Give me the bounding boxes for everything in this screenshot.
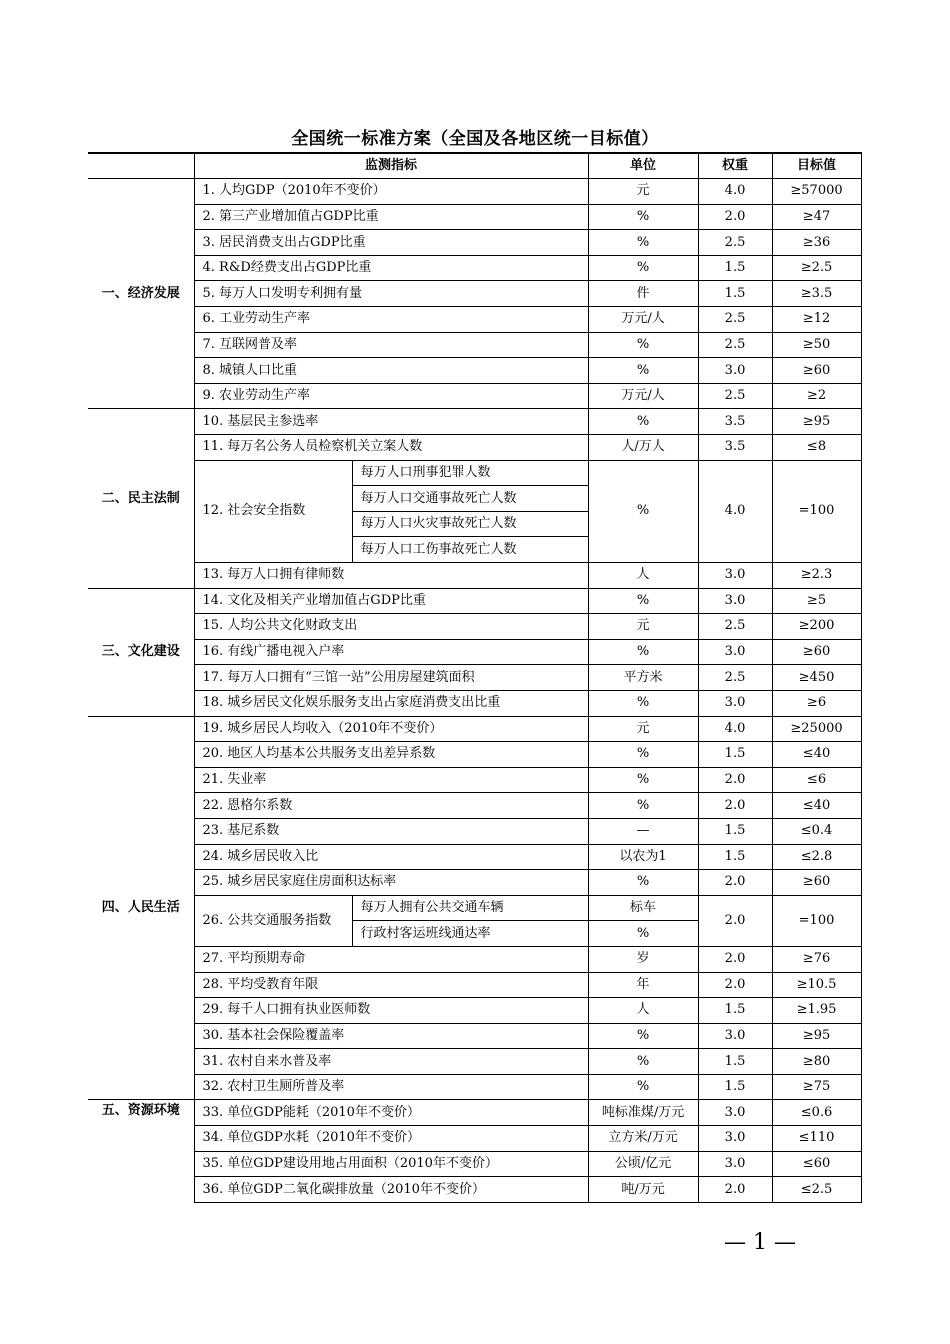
weight-cell: 2.0 xyxy=(698,767,772,793)
unit-cell: 以农为1 xyxy=(588,844,698,870)
header-unit: 单位 xyxy=(588,153,698,179)
indicator-name: 31. 农村自来水普及率 xyxy=(194,1049,588,1075)
section-label: 二、民主法制 xyxy=(88,409,194,588)
sub-indicator: 每万人口刑事犯罪人数 xyxy=(352,460,588,486)
table-row xyxy=(88,793,861,819)
target-cell: ≥12 xyxy=(772,307,861,333)
indicator-name: 8. 城镇人口比重 xyxy=(194,358,588,384)
weight-cell: 3.5 xyxy=(698,435,772,461)
table-row xyxy=(88,1126,861,1152)
target-cell: ≤60 xyxy=(772,1151,861,1177)
target-cell: ≥2.5 xyxy=(772,255,861,281)
weight-cell: 1.5 xyxy=(698,818,772,844)
section-label: 五、资源环境 xyxy=(88,1100,194,1202)
weight-cell: 3.0 xyxy=(698,588,772,614)
target-cell: ≥6 xyxy=(772,690,861,716)
unit-cell: % xyxy=(588,1023,698,1049)
table-row xyxy=(88,1177,861,1203)
target-cell: ≥76 xyxy=(772,946,861,972)
unit-cell: % xyxy=(588,1074,698,1100)
weight-cell: 3.0 xyxy=(698,563,772,589)
indicator-name: 12. 社会安全指数 xyxy=(194,460,352,562)
weight-cell: 2.0 xyxy=(698,972,772,998)
indicator-name: 2. 第三产业增加值占GDP比重 xyxy=(194,204,588,230)
target-cell: ≤110 xyxy=(772,1126,861,1152)
unit-cell: % xyxy=(588,767,698,793)
sub-indicator: 每万人口火灾事故死亡人数 xyxy=(352,511,588,537)
weight-cell: 3.0 xyxy=(698,690,772,716)
table-row xyxy=(88,230,861,256)
indicator-name: 22. 恩格尔系数 xyxy=(194,793,588,819)
target-cell: ≥200 xyxy=(772,614,861,640)
target-cell: ≥60 xyxy=(772,358,861,384)
table-row xyxy=(88,844,861,870)
table-row xyxy=(88,998,861,1024)
target-cell: ≥3.5 xyxy=(772,281,861,307)
weight-cell: 3.0 xyxy=(698,358,772,384)
sub-indicator: 每万人口工伤事故死亡人数 xyxy=(352,537,588,563)
page-title: 全国统一标准方案（全国及各地区统一目标值） xyxy=(291,129,659,149)
indicator-name: 15. 人均公共文化财政支出 xyxy=(194,614,588,640)
indicator-name: 4. R&D经费支出占GDP比重 xyxy=(194,255,588,281)
indicator-name: 11. 每万名公务人员检察机关立案人数 xyxy=(194,435,588,461)
weight-cell: 2.5 xyxy=(698,383,772,409)
table-row xyxy=(88,1151,861,1177)
weight-cell: 1.5 xyxy=(698,255,772,281)
indicator-name: 7. 互联网普及率 xyxy=(194,332,588,358)
indicator-table xyxy=(88,152,862,1203)
table-row xyxy=(88,946,861,972)
indicator-name: 30. 基本社会保险覆盖率 xyxy=(194,1023,588,1049)
unit-cell: % xyxy=(588,230,698,256)
table-row xyxy=(88,1049,861,1075)
weight-cell: 3.0 xyxy=(698,1100,772,1126)
unit-cell: 元 xyxy=(588,614,698,640)
table-row xyxy=(88,767,861,793)
unit-cell: % xyxy=(588,639,698,665)
weight-cell: 2.5 xyxy=(698,614,772,640)
unit-cell: % xyxy=(588,460,698,562)
indicator-name: 14. 文化及相关产业增加值占GDP比重 xyxy=(194,588,588,614)
unit-cell: 件 xyxy=(588,281,698,307)
unit-cell: % xyxy=(588,870,698,896)
table-row xyxy=(88,332,861,358)
unit-cell: 人 xyxy=(588,563,698,589)
unit-cell: 元 xyxy=(588,179,698,205)
table-row xyxy=(88,179,861,205)
table-row xyxy=(88,307,861,333)
target-cell: ≥450 xyxy=(772,665,861,691)
page-number: — 1 — xyxy=(724,1230,796,1255)
table-row xyxy=(88,895,861,921)
indicator-name: 21. 失业率 xyxy=(194,767,588,793)
weight-cell: 2.0 xyxy=(698,946,772,972)
unit-cell: 人 xyxy=(588,998,698,1024)
weight-cell: 2.5 xyxy=(698,307,772,333)
unit-cell: 万元/人 xyxy=(588,383,698,409)
weight-cell: 3.0 xyxy=(698,1151,772,1177)
section-label: 一、经济发展 xyxy=(88,179,194,409)
indicator-name: 10. 基层民主参选率 xyxy=(194,409,588,435)
target-cell: ≤2.8 xyxy=(772,844,861,870)
indicator-name: 20. 地区人均基本公共服务支出差异系数 xyxy=(194,742,588,768)
table-row xyxy=(88,204,861,230)
target-cell: =100 xyxy=(772,460,861,562)
unit-cell: 年 xyxy=(588,972,698,998)
indicator-name: 6. 工业劳动生产率 xyxy=(194,307,588,333)
weight-cell: 2.0 xyxy=(698,1177,772,1203)
unit-cell: % xyxy=(588,409,698,435)
unit-cell: 人/万人 xyxy=(588,435,698,461)
weight-cell: 2.0 xyxy=(698,895,772,946)
table-row xyxy=(88,639,861,665)
weight-cell: 2.5 xyxy=(698,665,772,691)
weight-cell: 2.5 xyxy=(698,230,772,256)
weight-cell: 2.0 xyxy=(698,793,772,819)
weight-cell: 3.0 xyxy=(698,639,772,665)
unit-cell: 吨/万元 xyxy=(588,1177,698,1203)
target-cell: ≤40 xyxy=(772,793,861,819)
unit-cell: % xyxy=(588,742,698,768)
table-row xyxy=(88,1023,861,1049)
unit-cell: — xyxy=(588,818,698,844)
unit-cell: 标车 xyxy=(588,895,698,921)
indicator-name: 16. 有线广播电视入户率 xyxy=(194,639,588,665)
table-row xyxy=(88,972,861,998)
table-row xyxy=(88,614,861,640)
table-row xyxy=(88,588,861,614)
target-cell: ≥10.5 xyxy=(772,972,861,998)
unit-cell: % xyxy=(588,588,698,614)
unit-cell: % xyxy=(588,358,698,384)
table-row xyxy=(88,281,861,307)
indicator-name: 23. 基尼系数 xyxy=(194,818,588,844)
weight-cell: 3.0 xyxy=(698,1023,772,1049)
unit-cell: % xyxy=(588,921,698,947)
indicator-name: 18. 城乡居民文化娱乐服务支出占家庭消费支出比重 xyxy=(194,690,588,716)
weight-cell: 4.0 xyxy=(698,179,772,205)
table-row xyxy=(88,383,861,409)
indicator-name: 19. 城乡居民人均收入（2010年不变价） xyxy=(194,716,588,742)
indicator-name: 24. 城乡居民收入比 xyxy=(194,844,588,870)
weight-cell: 2.0 xyxy=(698,204,772,230)
table-header-row xyxy=(88,153,861,179)
target-cell: ≥47 xyxy=(772,204,861,230)
section-label: 四、人民生活 xyxy=(88,716,194,1100)
indicator-name: 26. 公共交通服务指数 xyxy=(194,895,352,946)
unit-cell: 元 xyxy=(588,716,698,742)
table-row xyxy=(88,665,861,691)
target-cell: ≥2 xyxy=(772,383,861,409)
weight-cell: 1.5 xyxy=(698,281,772,307)
target-cell: ≥60 xyxy=(772,639,861,665)
table-row xyxy=(88,870,861,896)
table-row xyxy=(88,409,861,435)
target-cell: ≥60 xyxy=(772,870,861,896)
target-cell: ≥75 xyxy=(772,1074,861,1100)
unit-cell: 立方米/万元 xyxy=(588,1126,698,1152)
weight-cell: 1.5 xyxy=(698,998,772,1024)
weight-cell: 3.0 xyxy=(698,1126,772,1152)
target-cell: ≥5 xyxy=(772,588,861,614)
weight-cell: 1.5 xyxy=(698,1049,772,1075)
indicator-name: 27. 平均预期寿命 xyxy=(194,946,588,972)
sub-indicator: 每万人拥有公共交通车辆 xyxy=(352,895,588,921)
target-cell: =100 xyxy=(772,895,861,946)
unit-cell: % xyxy=(588,204,698,230)
indicator-name: 13. 每万人口拥有律师数 xyxy=(194,563,588,589)
indicator-name: 36. 单位GDP二氧化碳排放量（2010年不变价） xyxy=(194,1177,588,1203)
target-cell: ≥2.3 xyxy=(772,563,861,589)
target-cell: ≥95 xyxy=(772,1023,861,1049)
table-row xyxy=(88,742,861,768)
indicator-name: 32. 农村卫生厕所普及率 xyxy=(194,1074,588,1100)
weight-cell: 1.5 xyxy=(698,742,772,768)
target-cell: ≤2.5 xyxy=(772,1177,861,1203)
table-row xyxy=(88,460,861,486)
table-row xyxy=(88,563,861,589)
table-row xyxy=(88,358,861,384)
sub-indicator: 每万人口交通事故死亡人数 xyxy=(352,486,588,512)
unit-cell: 平方米 xyxy=(588,665,698,691)
weight-cell: 4.0 xyxy=(698,460,772,562)
target-cell: ≤0.6 xyxy=(772,1100,861,1126)
indicator-name: 9. 农业劳动生产率 xyxy=(194,383,588,409)
indicator-name: 34. 单位GDP水耗（2010年不变价） xyxy=(194,1126,588,1152)
weight-cell: 2.0 xyxy=(698,870,772,896)
indicator-name: 29. 每千人口拥有执业医师数 xyxy=(194,998,588,1024)
target-cell: ≥50 xyxy=(772,332,861,358)
unit-cell: % xyxy=(588,255,698,281)
unit-cell: % xyxy=(588,690,698,716)
target-cell: ≥80 xyxy=(772,1049,861,1075)
unit-cell: % xyxy=(588,793,698,819)
section-label: 三、文化建设 xyxy=(88,588,194,716)
target-cell: ≤40 xyxy=(772,742,861,768)
target-cell: ≥1.95 xyxy=(772,998,861,1024)
weight-cell: 2.5 xyxy=(698,332,772,358)
target-cell: ≤6 xyxy=(772,767,861,793)
table-row xyxy=(88,255,861,281)
target-cell: ≤0.4 xyxy=(772,818,861,844)
sub-indicator: 行政村客运班线通达率 xyxy=(352,921,588,947)
header-weight: 权重 xyxy=(698,153,772,179)
indicator-name: 17. 每万人口拥有“三馆一站”公用房屋建筑面积 xyxy=(194,665,588,691)
target-cell: ≥36 xyxy=(772,230,861,256)
weight-cell: 1.5 xyxy=(698,1074,772,1100)
indicator-name: 3. 居民消费支出占GDP比重 xyxy=(194,230,588,256)
table-row xyxy=(88,716,861,742)
indicator-name: 1. 人均GDP（2010年不变价） xyxy=(194,179,588,205)
table-row xyxy=(88,435,861,461)
indicator-name: 5. 每万人口发明专利拥有量 xyxy=(194,281,588,307)
indicator-name: 35. 单位GDP建设用地占用面积（2010年不变价） xyxy=(194,1151,588,1177)
unit-cell: 吨标准煤/万元 xyxy=(588,1100,698,1126)
header-indicator: 监测指标 xyxy=(194,153,588,179)
table-row xyxy=(88,818,861,844)
target-cell: ≥25000 xyxy=(772,716,861,742)
indicator-name: 33. 单位GDP能耗（2010年不变价） xyxy=(194,1100,588,1126)
target-cell: ≥95 xyxy=(772,409,861,435)
weight-cell: 3.5 xyxy=(698,409,772,435)
indicator-name: 25. 城乡居民家庭住房面积达标率 xyxy=(194,870,588,896)
unit-cell: % xyxy=(588,1049,698,1075)
unit-cell: 万元/人 xyxy=(588,307,698,333)
header-target: 目标值 xyxy=(772,153,861,179)
unit-cell: 公顷/亿元 xyxy=(588,1151,698,1177)
table-row xyxy=(88,1074,861,1100)
unit-cell: 岁 xyxy=(588,946,698,972)
weight-cell: 1.5 xyxy=(698,844,772,870)
target-cell: ≤8 xyxy=(772,435,861,461)
table-row xyxy=(88,690,861,716)
indicator-name: 28. 平均受教育年限 xyxy=(194,972,588,998)
unit-cell: % xyxy=(588,332,698,358)
weight-cell: 4.0 xyxy=(698,716,772,742)
target-cell: ≥57000 xyxy=(772,179,861,205)
table-row xyxy=(88,1100,861,1126)
